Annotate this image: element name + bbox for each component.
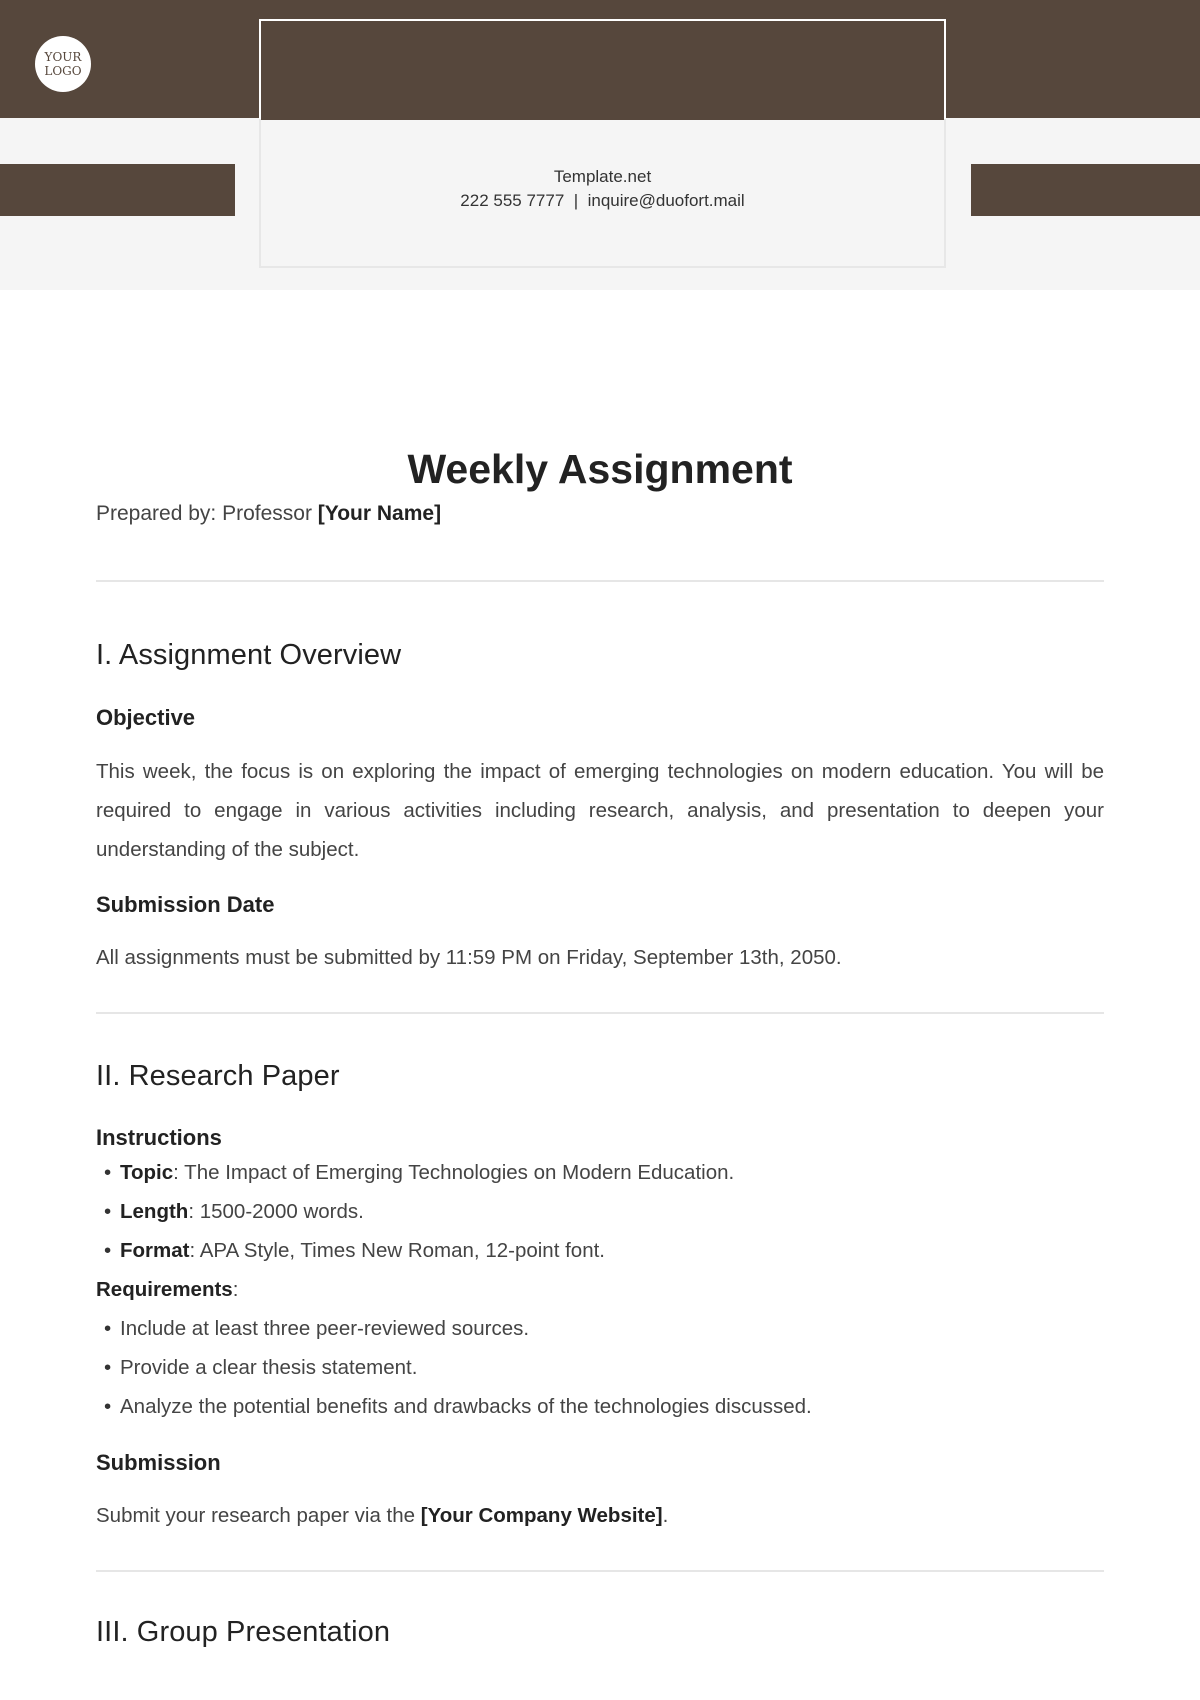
company-website-placeholder: [Your Company Website] — [420, 1504, 663, 1527]
logo-text: YOUR LOGO — [44, 50, 82, 78]
instruction-text: : The Impact of Emerging Technologies on Modern Education. — [173, 1161, 735, 1184]
contact-card-frame — [259, 19, 946, 119]
bullet-icon: • — [104, 1395, 112, 1418]
list-item — [96, 1309, 1104, 1348]
objective-heading: Objective — [96, 705, 196, 730]
company-logo — [35, 36, 91, 92]
requirements-label: Requirements — [96, 1278, 233, 1301]
bullet-icon: • — [104, 1161, 112, 1184]
list-item — [96, 1387, 1104, 1426]
prepared-by — [96, 499, 1104, 529]
header-right-band — [971, 164, 1200, 216]
prepared-by-name: [Your Name] — [317, 502, 442, 525]
bullet-icon: • — [104, 1239, 112, 1262]
section-title-overview: I. Assignment Overview — [96, 639, 402, 671]
instruction-label: Topic — [120, 1161, 174, 1184]
submission-text — [96, 1496, 1104, 1535]
section-title-research-paper: II. Research Paper — [96, 1060, 340, 1092]
requirements-colon: : — [232, 1278, 239, 1301]
submission-heading: Submission — [96, 1450, 221, 1475]
requirements-list — [96, 1309, 1104, 1426]
company-website: Template.net — [553, 167, 652, 186]
header-left-band — [0, 164, 235, 216]
instruction-text: : 1500-2000 words. — [188, 1200, 364, 1223]
submission-date-text: All assignments must be submitted by 11:59 PM on Friday, September 13th, 2050. — [96, 946, 842, 969]
list-item — [96, 1348, 1104, 1387]
list-item — [96, 1231, 1104, 1270]
prepared-by-label: Prepared by: Professor — [96, 502, 318, 525]
document-body — [96, 440, 1104, 1652]
contact-details: 222 555 7777 | inquire@duofort.mail — [460, 191, 745, 210]
bullet-icon: • — [104, 1200, 112, 1223]
submission-suffix: . — [662, 1504, 669, 1527]
section-title-group-presentation: III. Group Presentation — [96, 1616, 391, 1648]
list-item — [96, 1192, 1104, 1231]
submission-date-heading: Submission Date — [96, 892, 275, 917]
requirement-text: Include at least three peer-reviewed sources. — [120, 1317, 530, 1340]
list-item — [96, 1153, 1104, 1192]
requirements-heading — [96, 1270, 1104, 1309]
instruction-label: Length — [120, 1200, 189, 1223]
letterhead — [0, 0, 1200, 290]
bullet-icon: • — [104, 1317, 112, 1340]
bullet-icon: • — [104, 1356, 112, 1379]
instruction-text: : APA Style, Times New Roman, 12-point font. — [189, 1239, 605, 1262]
section-divider — [96, 1570, 1104, 1572]
instructions-list — [96, 1153, 1104, 1270]
submission-prefix: Submit your research paper via the — [96, 1504, 421, 1527]
objective-text: This week, the focus is on exploring the impact of emerging technologies on modern education. You will be required to engage in various activities including research, analysis, and presentation to deepen your understanding of the subject. — [96, 760, 1104, 861]
section-divider — [96, 1012, 1104, 1014]
section-divider — [96, 580, 1104, 582]
page-title: Weekly Assignment — [407, 446, 793, 492]
requirement-text: Provide a clear thesis statement. — [120, 1356, 418, 1379]
instructions-heading: Instructions — [96, 1125, 222, 1150]
requirement-text: Analyze the potential benefits and drawbacks of the technologies discussed. — [120, 1395, 812, 1418]
instruction-label: Format — [120, 1239, 190, 1262]
